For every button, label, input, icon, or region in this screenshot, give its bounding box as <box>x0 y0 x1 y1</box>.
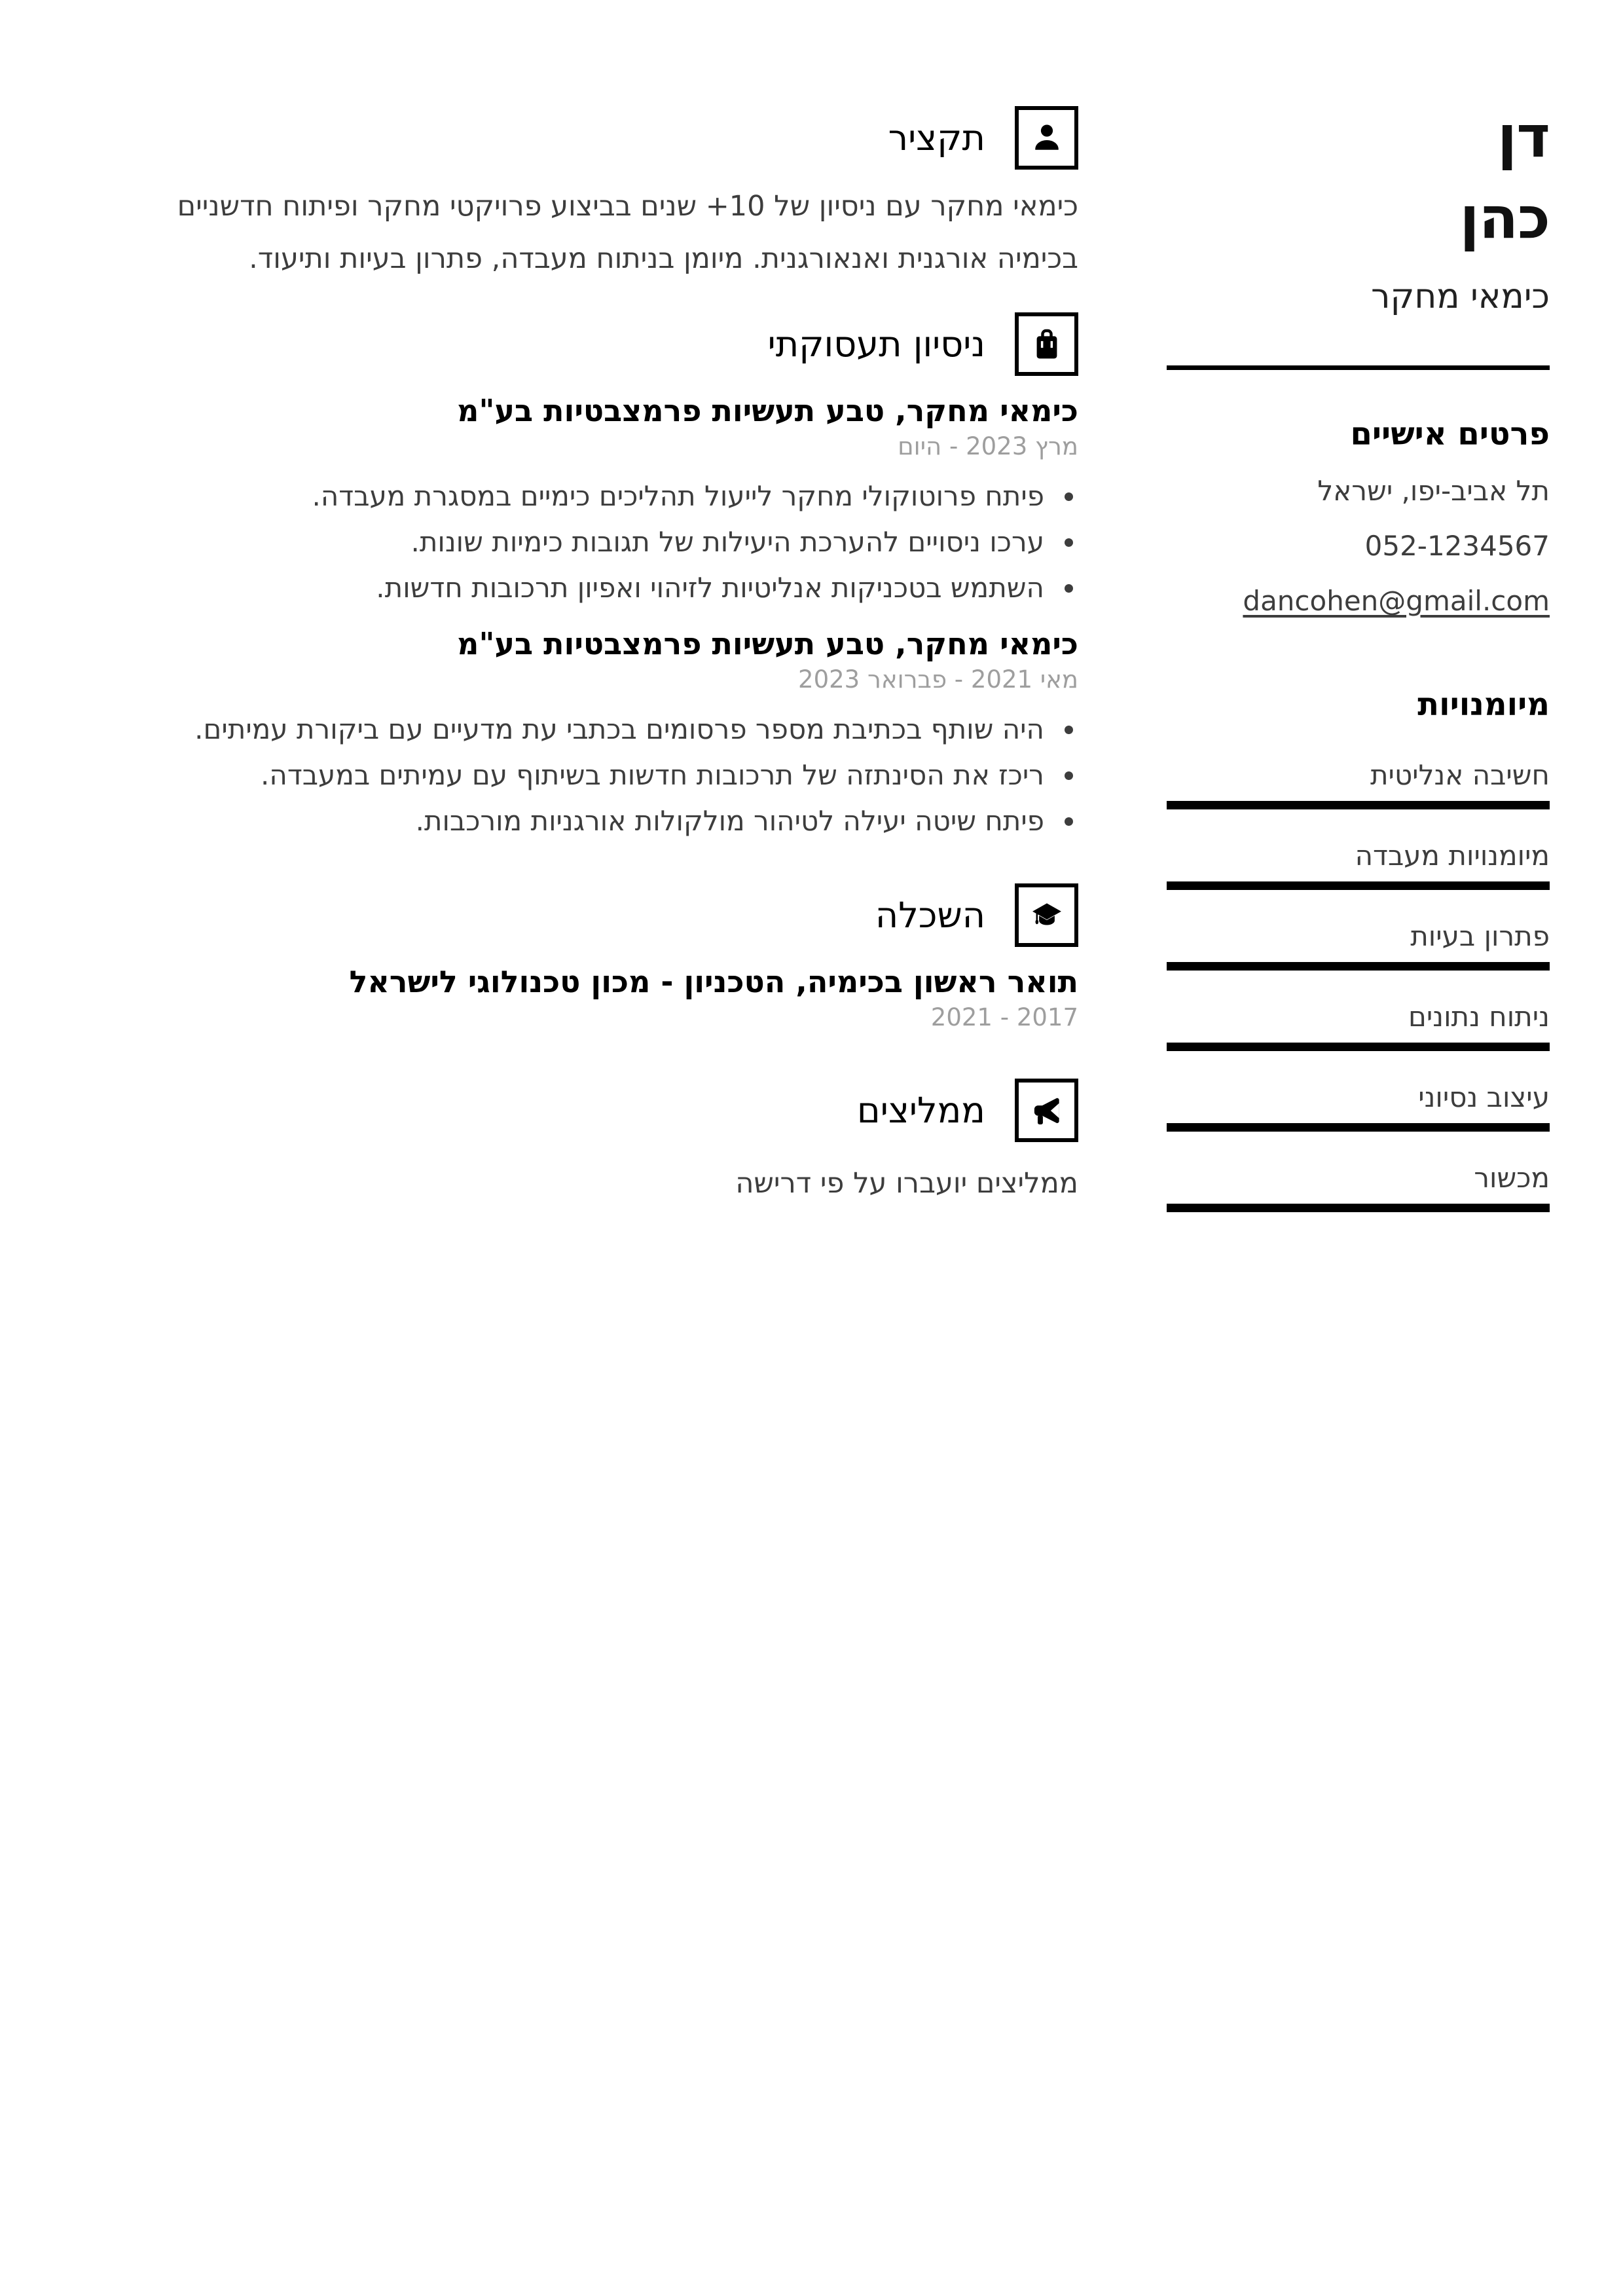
skill-label: ניתוח נתונים <box>1408 1001 1550 1033</box>
skill-bar-fill <box>1167 1123 1550 1132</box>
skill-bar-fill <box>1167 801 1550 809</box>
person-icon <box>1015 106 1078 170</box>
skill-item <box>1167 840 1550 890</box>
person-name-line2: כהן <box>1459 184 1550 251</box>
skill-bar <box>1167 881 1550 890</box>
skill-bar <box>1167 1043 1550 1051</box>
job-bullets <box>142 473 1078 611</box>
education-heading: השכלה <box>875 894 985 936</box>
graduation-cap-icon <box>1015 883 1078 947</box>
degree-title: תואר ראשון בכימיה, הטכניון - מכון טכנולוגי לישראל <box>349 964 1078 999</box>
job-bullet: היה שותף בכתיבת מספר פרסומים בכתבי עת מדעיים עם ביקורת עמיתים. <box>142 707 1078 752</box>
references-text: ממליצים יועברו על פי דרישה <box>735 1167 1078 1200</box>
sidebar <box>1167 73 1550 2223</box>
skill-label: פתרון בעיות <box>1410 920 1550 952</box>
job-bullet: פיתח שיטה יעילה לטיהור מולקולות אורגניות מורכבות. <box>142 798 1078 844</box>
skill-label: עיצוב נסיוני <box>1418 1081 1550 1113</box>
skill-bar-fill <box>1167 881 1550 890</box>
job-title: כימאי מחקר, טבע תעשיות פרמצבטיות בע"מ <box>457 626 1078 661</box>
skill-bar <box>1167 962 1550 971</box>
skill-bar-fill <box>1167 1204 1550 1212</box>
job-dates: מרץ 2023 - היום <box>898 432 1078 460</box>
summary-heading: תקציר <box>888 117 985 158</box>
skills-heading: מיומנויות <box>1417 686 1550 723</box>
job-dates: מאי 2021 - פברואר 2023 <box>798 665 1078 694</box>
experience-heading: ניסיון תעסוקתי <box>767 323 985 365</box>
briefcase-icon <box>1015 312 1078 376</box>
contact-email-link[interactable]: dancohen@gmail.com <box>1243 585 1550 617</box>
degree-dates: 2017 - 2021 <box>930 1003 1078 1031</box>
skill-label: חשיבה אנליטית <box>1370 759 1550 791</box>
skill-item <box>1167 1081 1550 1132</box>
personal-details-heading: פרטים אישיים <box>1350 416 1550 453</box>
skill-list <box>1167 759 1550 1212</box>
skill-item <box>1167 920 1550 971</box>
job-title: כימאי מחקר, טבע תעשיות פרמצבטיות בע"מ <box>457 393 1078 428</box>
contact-location: תל אביב-יפו, ישראל <box>1317 475 1550 507</box>
job-bullet: פיתח פרוטוקולי מחקר לייעול תהליכים כימיים במסגרת מעבדה. <box>142 473 1078 519</box>
contact-phone: 052-1234567 <box>1364 530 1550 562</box>
skill-bar <box>1167 1204 1550 1212</box>
summary-text: כימאי מחקר עם ניסיון של 10+ שנים בביצוע פרויקטי מחקר ופיתוח חדשניים בכימיה אורגנית ואנאורגנית. מיומן בניתוח מעבדה, פתרון בעיות ותיעוד. <box>177 190 1078 275</box>
experience-section-header <box>73 312 1078 376</box>
job-bullet: ריכז את הסינתזה של תרכובות חדשות בשיתוף עם עמיתים במעבדה. <box>142 752 1078 798</box>
skill-item <box>1167 759 1550 809</box>
job-entry <box>73 625 1078 844</box>
summary-section-header <box>73 106 1078 170</box>
skill-label: מיומנויות מעבדה <box>1355 840 1550 872</box>
skill-bar-fill <box>1167 1043 1550 1051</box>
skill-bar <box>1167 1123 1550 1132</box>
person-name-line1: דן <box>1497 103 1550 170</box>
skill-item <box>1167 1162 1550 1212</box>
references-section-header <box>73 1079 1078 1142</box>
skill-bar-fill <box>1167 962 1550 971</box>
education-section-header <box>73 883 1078 947</box>
person-name <box>1167 96 1550 259</box>
job-bullet: השתמש בטכניקות אנליטיות לזיהוי ואפיון תרכובות חדשות. <box>142 565 1078 611</box>
skill-item <box>1167 1001 1550 1051</box>
job-bullets <box>142 707 1078 844</box>
references-heading: ממליצים <box>856 1089 985 1131</box>
skill-label: מכשור <box>1474 1162 1550 1194</box>
megaphone-icon <box>1015 1079 1078 1142</box>
job-bullet: ערכו ניסויים להערכת היעילות של תגובות כימיות שונות. <box>142 519 1078 565</box>
job-entry <box>73 392 1078 611</box>
skill-bar <box>1167 801 1550 809</box>
header-divider-line <box>1167 365 1550 370</box>
main-column <box>73 73 1078 2223</box>
person-job-title: כימאי מחקר <box>1371 277 1550 316</box>
